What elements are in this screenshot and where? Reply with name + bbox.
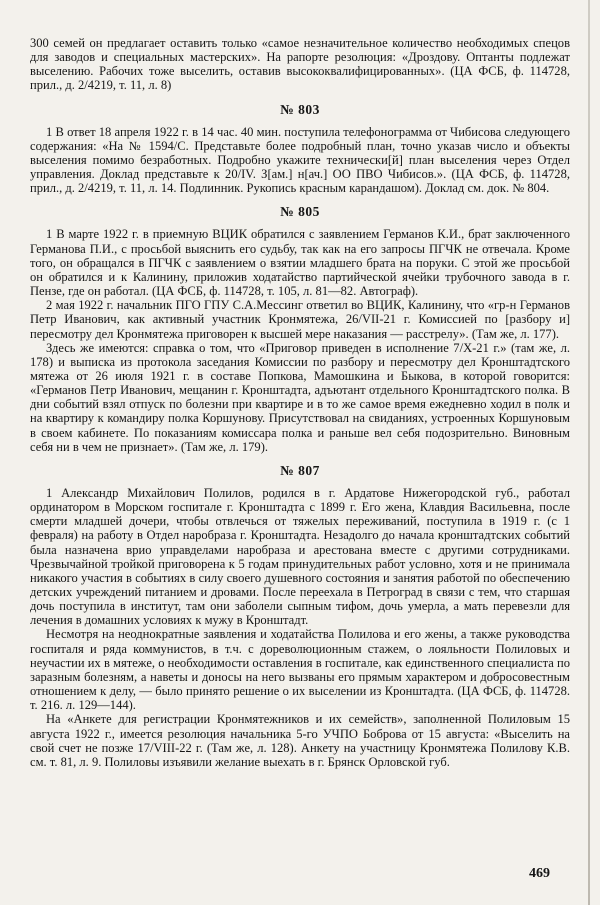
section-heading-807: № 807	[280, 462, 320, 478]
top-fragment-paragraph: 300 семей он предлагает оставить только «самое незначительное количество необходимых спецов для заводов и специальных мастерских». На рапорте резолюция: «Дроздову. Оптанты подлежат выселению. Рабочих тоже выселить, оставив высококвалифицированных». (ЦА ФСБ, ф. 114728, прил., д. 2/4219, т. 11, л. 8)	[30, 36, 570, 93]
section-805-paragraph-3: Здесь же имеются: справка о том, что «Приговор приведен в исполнение 7/Х-21 г.» (там же, л. 178) и выписка из протокола заседания Комиссии по разбору и пересмотру дел Кронштадтского мятежа от 26 июля 1921 г. в составе Попкова, Мамошкина и Быкова, в которой говорится: «Германов Петр Иванович, мещанин г. Кронштадта, адъютант отдельного Кронштадтского полка. В дни событий взял отпуск по болезни при квартире и в то же самое время ежедневно ходил в полк и на квартиру к командиру полка Коршунову. Присутствовал на свиданиях, устроенных Коршуновым в своем кабинете. По показаниям комиссара полка и раньше вел себя подозрительно. Виновным себя ни в чем не признает». (Там же, л. 179).	[30, 340, 570, 454]
section-803-paragraph-1: 1 В ответ 18 апреля 1922 г. в 14 час. 40 мин. поступила телефонограмма от Чибисова следующего содержания: «На № 1594/С. Представьте более подробный план, точно указав число и объекты выселения помимо безработных. Подробно укажите технически[й] план выселения через Отдел управления. Доклад представьте к 20/IV. З[ам.] н[ач.] ОО ПВО Чибисов.». (ЦА ФСБ, ф. 114728, прил., д. 2/4219, т. 11, л. 14. Подлинник. Рукопись красным карандашом). Доклад см. док. № 804.	[30, 124, 570, 196]
section-807-paragraph-2: Несмотря на неоднократные заявления и ходатайства Полилова и его жены, а также руководства госпиталя и ряда коммунистов, в т.ч. с дореволюционным стажем, о лояльности Полиловых и неучастии их в мятеже, о необходимости оставления в госпитале, как единственного специалиста по заразным болезням, а наветы и доносы на него вызваны его прямым характером и добросовестным отношением к делу, — было принято решение о их выселении из Кронштадта. (ЦА ФСБ, ф. 114728. т. 216. л. 129—144).	[30, 627, 570, 713]
section-heading-805: № 805	[280, 204, 320, 220]
page-number: 469	[529, 866, 550, 881]
section-805-paragraph-1: 1 В марте 1922 г. в приемную ВЦИК обратился с заявлением Германов К.И., брат заключенного Германова П.И., с просьбой выяснить его судьбу, так как на его запросы ПГЧК не отвечала. Кроме того, он обращался в ПГЧК с заявлением о взятии младшего брата на поруки. С этой же просьбой он обратился и к Калинину, приложив ходатайство партийческой ячейки трубочного завода в г. Пензе, где он работал. (ЦА ФСБ, ф. 114728, т. 105, л. 81—82. Автограф).	[30, 227, 570, 299]
section-805-paragraph-2: 2 мая 1922 г. начальник ПГО ГПУ С.А.Мессинг ответил во ВЦИК, Калинину, что «гр-н Германов Петр Иванович, как активный участник Кронмятежа, 26/VII-21 г. Комиссией по [разбору и] пересмотру дел Кронмятежа приговорен к высшей мере наказания — расстрелу». (Там же, л. 177).	[30, 298, 570, 341]
section-heading-803: № 803	[280, 101, 320, 117]
section-807-paragraph-1: 1 Александр Михайлович Полилов, родился в г. Ардатове Нижегородской губ., работал ординатором в Морском госпитале г. Кронштадта с 1899 г. Его жена, Клавдия Васильевна, после смерти младшей дочери, чтобы отвлечься от тяжелых переживаний, поступила в 1919 г. (с 1 февраля) на работу в Отдел наробраза г. Кронштадта. Незадолго до начала кронштадтских событий была назначена врио управделами наробраза и арестована вместе с другими сотрудниками. Чрезвычайной тройкой приговорена к 5 годам принудительных работ условно, хотя и не принимала никакого участия в событиях в силу своего душевного состояния и занятия работой по обеспечению детских учреждений питанием и дровами. После переехала в Петроград в связи с тем, что старшая дочь поступила в институт, там они заболели сыпным тифом, дочь умерла, а мать перевезли для лечения в домашних условиях к мужу в Кронштадт.	[30, 485, 570, 628]
section-807-paragraph-3: На «Анкете для регистрации Кронмятежников и их семейств», заполненной Полиловым 15 августа 1922 г., имеется резолюция начальника 5-го УЧПО Боброва от 15 августа: «Выселить на свой счет не позже 17/VIII-22 г. (Там же, л. 128). Анкету на участницу Кронмятежа Полилову К.В. см. т. 81, л. 9. Полиловы изъявили желание выехать в г. Брянск Орловской губ.	[30, 712, 570, 769]
